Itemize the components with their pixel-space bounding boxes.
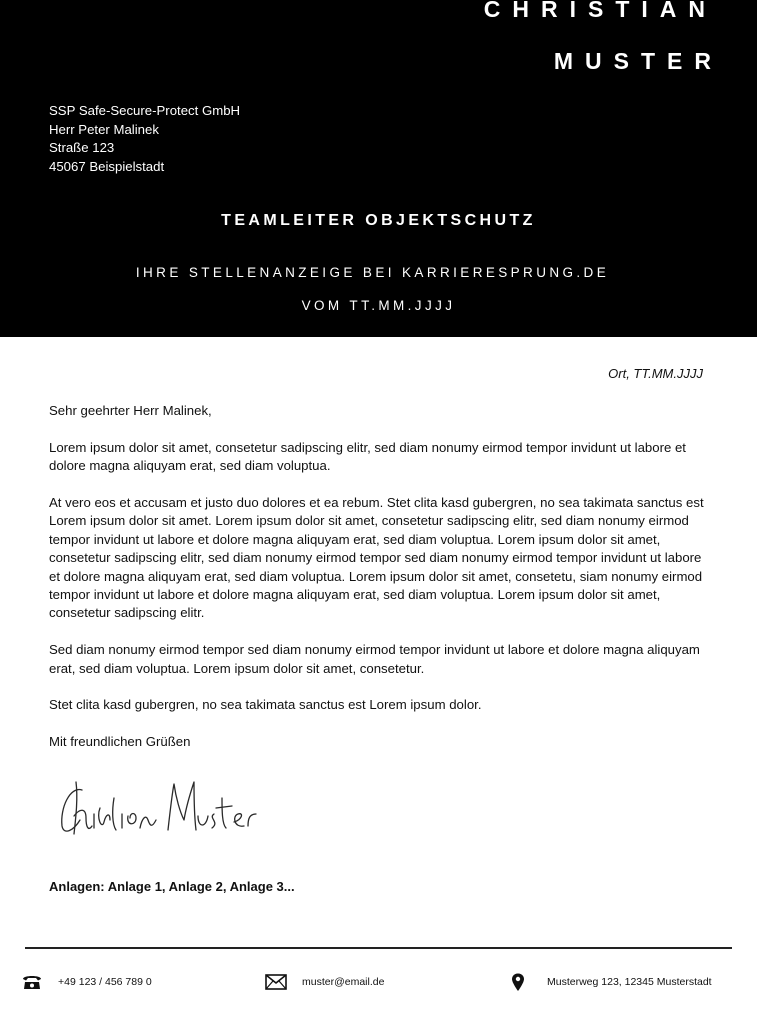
last-name: MUSTER [553,48,723,74]
footer-divider [25,947,732,949]
paragraph: Sed diam nonumy eirmod tempor sed diam nonumy eirmod tempor invidunt ut labore et dolore magna aliquyam erat, sed diam voluptua. Lorem ipsum dolor sit amet, consetetur. [49,642,700,676]
recipient-company: SSP Safe-Secure-Protect GmbH [49,103,241,118]
phone-icon [20,972,44,992]
place-date: Ort, TT.MM.JJJJ [608,366,703,381]
phone-number[interactable]: +49 123 / 456 789 0 [58,976,152,988]
salutation: Sehr geehrter Herr Malinek, [49,403,212,418]
recipient-street: Straße 123 [49,140,115,156]
recipient-person: Herr Peter Malinek [49,121,159,137]
recipient-address [49,102,240,176]
reference-line-2: VOM TT.MM.JJJJ [301,298,456,313]
footer-phone [20,970,152,994]
header-banner [0,0,757,337]
job-title: TEAMLEITER OBJEKTSCHUTZ [221,212,536,229]
first-name: CHRISTIAN [483,0,717,22]
attachments-line: Anlagen: Anlage 1, Anlage 2, Anlage 3... [49,879,295,894]
recipient-city: 45067 Beispielstadt [49,158,165,174]
paragraph: Lorem ipsum dolor sit amet, consetetur sadipscing elitr, sed diam nonumy eirmod tempor invidunt ut labore et dolore magna aliquyam erat, sed diam voluptua. [49,439,686,474]
paragraph: At vero eos et accusam et justo duo dolores et ea rebum. Stet clita kasd gubergren, no sea takimata sanctus est Lorem ipsum dolor sit amet. Lorem ipsum dolor sit amet, consetetur sadipscing elitr, sed diam nonumy eirmod tempor invidunt ut labore et dolore magna aliquyam erat, sed diam voluptua. Lorem ipsum dolor sit amet, consetetur sadipscing elitr, sed diam nonumy eirmod tempor sed diam nonumy eirmod tempor invidunt ut labore et dolore magna aliquyam erat, sed diam voluptua. Lorem ipsum dolor sit amet, consetetu, siam nonumy eirmod tempor invidunt ut labore et dolore magna aliquyam erat, sed diam voluptua. Lorem ipsum dolor sit amet, consetetur sadipscing elitr. [49,495,704,621]
envelope-icon [264,972,288,992]
letter-body [49,402,709,770]
footer-email [264,970,384,994]
reference-line-1: IHRE STELLENANZEIGE BEI KARRIERESPRUNG.DE [135,265,610,280]
map-pin-icon [509,972,533,992]
postal-address: Musterweg 123, 12345 Musterstadt [547,976,712,988]
paragraph: Stet clita kasd gubergren, no sea takimata sanctus est Lorem ipsum dolor. [49,697,482,713]
footer-address [509,970,712,994]
email-address[interactable]: muster@email.de [302,976,385,988]
handwritten-signature [52,768,262,846]
closing: Mit freundlichen Grüßen [49,734,191,750]
